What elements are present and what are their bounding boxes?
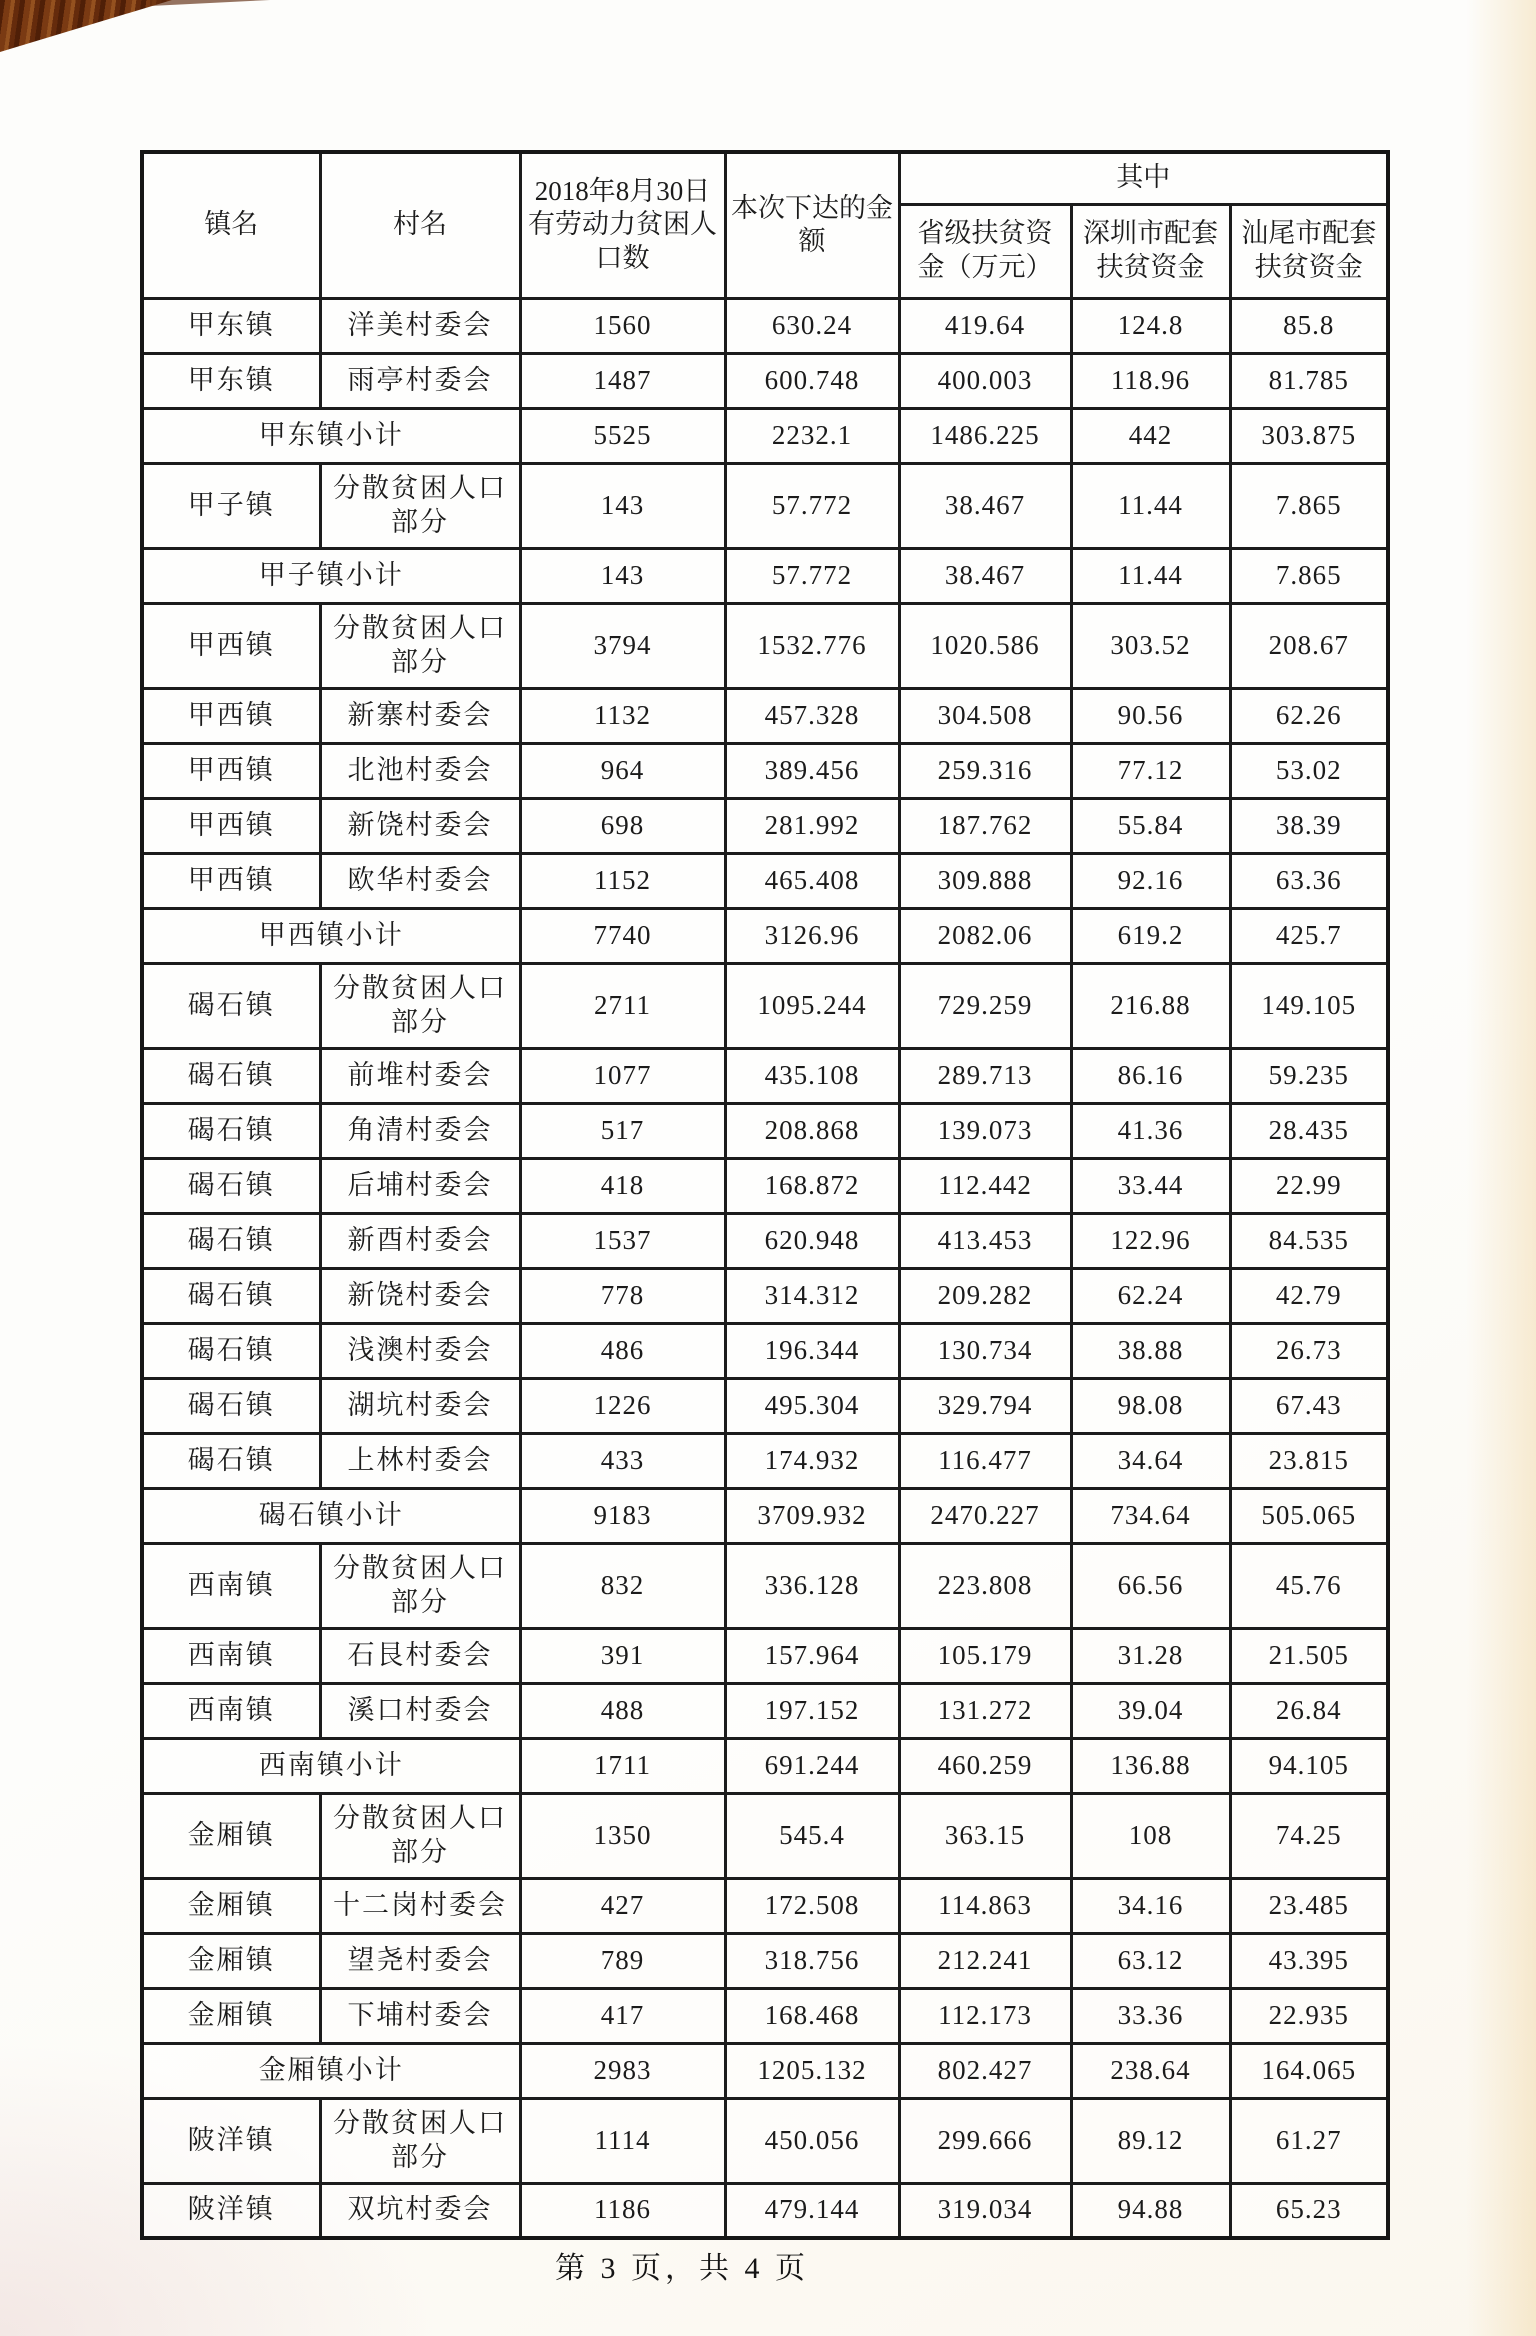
shenzhen-fund-cell: 89.12 [1071, 2098, 1230, 2183]
provincial-fund-cell: 304.508 [899, 688, 1071, 743]
town-cell: 甲西镇 [142, 743, 320, 798]
village-cell: 欧华村委会 [320, 853, 520, 908]
town-cell: 陂洋镇 [142, 2098, 320, 2183]
town-cell: 甲东镇 [142, 353, 320, 408]
shenzhen-fund-cell: 11.44 [1071, 463, 1230, 548]
population-cell: 1226 [520, 1378, 725, 1433]
town-cell: 金厢镇 [142, 1933, 320, 1988]
shenzhen-fund-cell: 238.64 [1071, 2043, 1230, 2098]
shenzhen-fund-cell: 734.64 [1071, 1488, 1230, 1543]
shanwei-fund-cell: 208.67 [1230, 603, 1388, 688]
shanwei-fund-cell: 38.39 [1230, 798, 1388, 853]
village-cell: 双坑村委会 [320, 2183, 520, 2238]
shanwei-fund-cell: 84.535 [1230, 1213, 1388, 1268]
amount-cell: 450.056 [725, 2098, 899, 2183]
header-among: 其中 [899, 152, 1388, 204]
provincial-fund-cell: 419.64 [899, 298, 1071, 353]
village-cell: 角清村委会 [320, 1103, 520, 1158]
subtotal-label-cell: 金厢镇小计 [142, 2043, 520, 2098]
population-cell: 9183 [520, 1488, 725, 1543]
subtotal-label-cell: 碣石镇小计 [142, 1488, 520, 1543]
shanwei-fund-cell: 74.25 [1230, 1793, 1388, 1878]
village-cell: 十二岗村委会 [320, 1878, 520, 1933]
shenzhen-fund-cell: 55.84 [1071, 798, 1230, 853]
table-row [142, 1683, 1388, 1738]
table-row [142, 853, 1388, 908]
shanwei-fund-cell: 85.8 [1230, 298, 1388, 353]
village-cell: 前堆村委会 [320, 1048, 520, 1103]
amount-cell: 495.304 [725, 1378, 899, 1433]
amount-cell: 457.328 [725, 688, 899, 743]
amount-cell: 465.408 [725, 853, 899, 908]
village-cell: 石艮村委会 [320, 1628, 520, 1683]
provincial-fund-cell: 112.442 [899, 1158, 1071, 1213]
shenzhen-fund-cell: 11.44 [1071, 548, 1230, 603]
town-cell: 碣石镇 [142, 1433, 320, 1488]
town-cell: 碣石镇 [142, 1213, 320, 1268]
shanwei-fund-cell: 149.105 [1230, 963, 1388, 1048]
table-row [142, 2183, 1388, 2238]
amount-cell: 479.144 [725, 2183, 899, 2238]
amount-cell: 172.508 [725, 1878, 899, 1933]
village-cell: 分散贫困人口部分 [320, 963, 520, 1048]
shanwei-fund-cell: 45.76 [1230, 1543, 1388, 1628]
provincial-fund-cell: 289.713 [899, 1048, 1071, 1103]
table-row [142, 1378, 1388, 1433]
amount-cell: 196.344 [725, 1323, 899, 1378]
table-row [142, 688, 1388, 743]
shanwei-fund-cell: 81.785 [1230, 353, 1388, 408]
village-cell: 湖坑村委会 [320, 1378, 520, 1433]
amount-cell: 389.456 [725, 743, 899, 798]
town-cell: 碣石镇 [142, 1323, 320, 1378]
population-cell: 517 [520, 1103, 725, 1158]
amount-cell: 314.312 [725, 1268, 899, 1323]
town-cell: 西南镇 [142, 1543, 320, 1628]
provincial-fund-cell: 1020.586 [899, 603, 1071, 688]
population-cell: 1186 [520, 2183, 725, 2238]
provincial-fund-cell: 209.282 [899, 1268, 1071, 1323]
population-cell: 1114 [520, 2098, 725, 2183]
population-cell: 427 [520, 1878, 725, 1933]
amount-cell: 545.4 [725, 1793, 899, 1878]
shanwei-fund-cell: 43.395 [1230, 1933, 1388, 1988]
table-row [142, 798, 1388, 853]
shanwei-fund-cell: 67.43 [1230, 1378, 1388, 1433]
table-row [142, 1933, 1388, 1988]
village-cell: 溪口村委会 [320, 1683, 520, 1738]
shanwei-fund-cell: 303.875 [1230, 408, 1388, 463]
shenzhen-fund-cell: 124.8 [1071, 298, 1230, 353]
village-cell: 分散贫困人口部分 [320, 1543, 520, 1628]
shenzhen-fund-cell: 442 [1071, 408, 1230, 463]
table-row [142, 1323, 1388, 1378]
provincial-fund-cell: 130.734 [899, 1323, 1071, 1378]
table-row [142, 1628, 1388, 1683]
provincial-fund-cell: 131.272 [899, 1683, 1071, 1738]
town-cell: 碣石镇 [142, 1378, 320, 1433]
shenzhen-fund-cell: 118.96 [1071, 353, 1230, 408]
population-cell: 832 [520, 1543, 725, 1628]
amount-cell: 2232.1 [725, 408, 899, 463]
shanwei-fund-cell: 23.815 [1230, 1433, 1388, 1488]
town-cell: 碣石镇 [142, 1158, 320, 1213]
town-cell: 碣石镇 [142, 1268, 320, 1323]
provincial-fund-cell: 802.427 [899, 2043, 1071, 2098]
shanwei-fund-cell: 65.23 [1230, 2183, 1388, 2238]
shenzhen-fund-cell: 34.64 [1071, 1433, 1230, 1488]
village-cell: 上林村委会 [320, 1433, 520, 1488]
shanwei-fund-cell: 23.485 [1230, 1878, 1388, 1933]
population-cell: 5525 [520, 408, 725, 463]
shanwei-fund-cell: 26.84 [1230, 1683, 1388, 1738]
subtotal-row [142, 548, 1388, 603]
town-cell: 甲西镇 [142, 603, 320, 688]
town-cell: 甲西镇 [142, 798, 320, 853]
amount-cell: 157.964 [725, 1628, 899, 1683]
header-amount: 本次下达的金额 [725, 152, 899, 298]
table-row [142, 743, 1388, 798]
provincial-fund-cell: 2082.06 [899, 908, 1071, 963]
town-cell: 陂洋镇 [142, 2183, 320, 2238]
shenzhen-fund-cell: 92.16 [1071, 853, 1230, 908]
subtotal-label-cell: 甲东镇小计 [142, 408, 520, 463]
amount-cell: 57.772 [725, 548, 899, 603]
table-row [142, 1048, 1388, 1103]
amount-cell: 174.932 [725, 1433, 899, 1488]
village-cell: 新饶村委会 [320, 798, 520, 853]
amount-cell: 168.872 [725, 1158, 899, 1213]
population-cell: 1711 [520, 1738, 725, 1793]
desk-wood-edge [150, 0, 270, 6]
shanwei-fund-cell: 22.935 [1230, 1988, 1388, 2043]
amount-cell: 318.756 [725, 1933, 899, 1988]
provincial-fund-cell: 319.034 [899, 2183, 1071, 2238]
table-row [142, 963, 1388, 1048]
village-cell: 分散贫困人口部分 [320, 1793, 520, 1878]
shenzhen-fund-cell: 34.16 [1071, 1878, 1230, 1933]
shenzhen-fund-cell: 136.88 [1071, 1738, 1230, 1793]
table-row [142, 298, 1388, 353]
population-cell: 789 [520, 1933, 725, 1988]
shanwei-fund-cell: 28.435 [1230, 1103, 1388, 1158]
shenzhen-fund-cell: 619.2 [1071, 908, 1230, 963]
shenzhen-fund-cell: 303.52 [1071, 603, 1230, 688]
population-cell: 2711 [520, 963, 725, 1048]
town-cell: 甲东镇 [142, 298, 320, 353]
provincial-fund-cell: 1486.225 [899, 408, 1071, 463]
village-cell: 望尧村委会 [320, 1933, 520, 1988]
shenzhen-fund-cell: 41.36 [1071, 1103, 1230, 1158]
provincial-fund-cell: 2470.227 [899, 1488, 1071, 1543]
amount-cell: 208.868 [725, 1103, 899, 1158]
provincial-fund-cell: 105.179 [899, 1628, 1071, 1683]
shenzhen-fund-cell: 90.56 [1071, 688, 1230, 743]
amount-cell: 3709.932 [725, 1488, 899, 1543]
subtotal-label-cell: 甲子镇小计 [142, 548, 520, 603]
amount-cell: 336.128 [725, 1543, 899, 1628]
population-cell: 1560 [520, 298, 725, 353]
amount-cell: 1532.776 [725, 603, 899, 688]
provincial-fund-cell: 259.316 [899, 743, 1071, 798]
shanwei-fund-cell: 59.235 [1230, 1048, 1388, 1103]
shenzhen-fund-cell: 122.96 [1071, 1213, 1230, 1268]
amount-cell: 435.108 [725, 1048, 899, 1103]
provincial-fund-cell: 329.794 [899, 1378, 1071, 1433]
shenzhen-fund-cell: 66.56 [1071, 1543, 1230, 1628]
amount-cell: 600.748 [725, 353, 899, 408]
shenzhen-fund-cell: 63.12 [1071, 1933, 1230, 1988]
town-cell: 碣石镇 [142, 1048, 320, 1103]
shanwei-fund-cell: 53.02 [1230, 743, 1388, 798]
subtotal-row [142, 408, 1388, 463]
village-cell: 新饶村委会 [320, 1268, 520, 1323]
header-shenzhen-fund: 深圳市配套扶贫资金 [1071, 204, 1230, 298]
table-row [142, 463, 1388, 548]
population-cell: 1537 [520, 1213, 725, 1268]
table-header [142, 152, 1388, 298]
provincial-fund-cell: 114.863 [899, 1878, 1071, 1933]
population-cell: 964 [520, 743, 725, 798]
town-cell: 碣石镇 [142, 1103, 320, 1158]
population-cell: 391 [520, 1628, 725, 1683]
subtotal-row [142, 908, 1388, 963]
shanwei-fund-cell: 7.865 [1230, 463, 1388, 548]
amount-cell: 3126.96 [725, 908, 899, 963]
population-cell: 1152 [520, 853, 725, 908]
amount-cell: 691.244 [725, 1738, 899, 1793]
header-village: 村名 [320, 152, 520, 298]
village-cell: 新寨村委会 [320, 688, 520, 743]
provincial-fund-cell: 363.15 [899, 1793, 1071, 1878]
village-cell: 洋美村委会 [320, 298, 520, 353]
provincial-fund-cell: 38.467 [899, 463, 1071, 548]
subtotal-row [142, 1738, 1388, 1793]
shenzhen-fund-cell: 39.04 [1071, 1683, 1230, 1738]
village-cell: 后埔村委会 [320, 1158, 520, 1213]
table-row [142, 1213, 1388, 1268]
population-cell: 1487 [520, 353, 725, 408]
village-cell: 新酉村委会 [320, 1213, 520, 1268]
shanwei-fund-cell: 505.065 [1230, 1488, 1388, 1543]
village-cell: 北池村委会 [320, 743, 520, 798]
amount-cell: 1095.244 [725, 963, 899, 1048]
provincial-fund-cell: 38.467 [899, 548, 1071, 603]
shenzhen-fund-cell: 38.88 [1071, 1323, 1230, 1378]
town-cell: 西南镇 [142, 1628, 320, 1683]
town-cell: 金厢镇 [142, 1988, 320, 2043]
table-row [142, 1433, 1388, 1488]
amount-cell: 57.772 [725, 463, 899, 548]
table-row [142, 1878, 1388, 1933]
population-cell: 698 [520, 798, 725, 853]
header-town: 镇名 [142, 152, 320, 298]
header-shanwei-fund: 汕尾市配套扶贫资金 [1230, 204, 1388, 298]
shenzhen-fund-cell: 94.88 [1071, 2183, 1230, 2238]
amount-cell: 1205.132 [725, 2043, 899, 2098]
population-cell: 486 [520, 1323, 725, 1378]
population-cell: 1350 [520, 1793, 725, 1878]
amount-cell: 168.468 [725, 1988, 899, 2043]
provincial-fund-cell: 729.259 [899, 963, 1071, 1048]
shanwei-fund-cell: 164.065 [1230, 2043, 1388, 2098]
header-population: 2018年8月30日有劳动力贫困人口数 [520, 152, 725, 298]
shanwei-fund-cell: 94.105 [1230, 1738, 1388, 1793]
shanwei-fund-cell: 21.505 [1230, 1628, 1388, 1683]
village-cell: 浅澳村委会 [320, 1323, 520, 1378]
population-cell: 488 [520, 1683, 725, 1738]
shanwei-fund-cell: 425.7 [1230, 908, 1388, 963]
shenzhen-fund-cell: 216.88 [1071, 963, 1230, 1048]
subtotal-label-cell: 西南镇小计 [142, 1738, 520, 1793]
amount-cell: 630.24 [725, 298, 899, 353]
table-row [142, 1103, 1388, 1158]
subtotal-label-cell: 甲西镇小计 [142, 908, 520, 963]
provincial-fund-cell: 139.073 [899, 1103, 1071, 1158]
provincial-fund-cell: 413.453 [899, 1213, 1071, 1268]
table-row [142, 353, 1388, 408]
provincial-fund-cell: 223.808 [899, 1543, 1071, 1628]
shenzhen-fund-cell: 86.16 [1071, 1048, 1230, 1103]
village-cell: 分散贫困人口部分 [320, 463, 520, 548]
population-cell: 143 [520, 548, 725, 603]
village-cell: 雨亭村委会 [320, 353, 520, 408]
provincial-fund-cell: 460.259 [899, 1738, 1071, 1793]
population-cell: 7740 [520, 908, 725, 963]
provincial-fund-cell: 299.666 [899, 2098, 1071, 2183]
shenzhen-fund-cell: 98.08 [1071, 1378, 1230, 1433]
population-cell: 1077 [520, 1048, 725, 1103]
shenzhen-fund-cell: 62.24 [1071, 1268, 1230, 1323]
population-cell: 2983 [520, 2043, 725, 2098]
population-cell: 417 [520, 1988, 725, 2043]
town-cell: 西南镇 [142, 1683, 320, 1738]
population-cell: 143 [520, 463, 725, 548]
table-row [142, 1158, 1388, 1213]
provincial-fund-cell: 309.888 [899, 853, 1071, 908]
town-cell: 碣石镇 [142, 963, 320, 1048]
village-cell: 下埔村委会 [320, 1988, 520, 2043]
shenzhen-fund-cell: 33.36 [1071, 1988, 1230, 2043]
provincial-fund-cell: 116.477 [899, 1433, 1071, 1488]
village-cell: 分散贫困人口部分 [320, 603, 520, 688]
shenzhen-fund-cell: 33.44 [1071, 1158, 1230, 1213]
table-row [142, 1988, 1388, 2043]
population-cell: 1132 [520, 688, 725, 743]
provincial-fund-cell: 400.003 [899, 353, 1071, 408]
shenzhen-fund-cell: 108 [1071, 1793, 1230, 1878]
village-cell: 分散贫困人口部分 [320, 2098, 520, 2183]
table-row [142, 603, 1388, 688]
header-provincial-fund: 省级扶贫资金（万元） [899, 204, 1071, 298]
shanwei-fund-cell: 62.26 [1230, 688, 1388, 743]
town-cell: 甲西镇 [142, 853, 320, 908]
town-cell: 甲子镇 [142, 463, 320, 548]
population-cell: 3794 [520, 603, 725, 688]
table-body [142, 298, 1388, 2238]
population-cell: 418 [520, 1158, 725, 1213]
subtotal-row [142, 1488, 1388, 1543]
amount-cell: 197.152 [725, 1683, 899, 1738]
table-row [142, 1268, 1388, 1323]
shanwei-fund-cell: 22.99 [1230, 1158, 1388, 1213]
subtotal-row [142, 2043, 1388, 2098]
provincial-fund-cell: 212.241 [899, 1933, 1071, 1988]
shanwei-fund-cell: 26.73 [1230, 1323, 1388, 1378]
poverty-fund-table [140, 150, 1390, 2240]
table-row [142, 1543, 1388, 1628]
table-row [142, 2098, 1388, 2183]
provincial-fund-cell: 187.762 [899, 798, 1071, 853]
page-number: 第 3 页，共 4 页 [555, 2252, 809, 2285]
population-cell: 433 [520, 1433, 725, 1488]
shanwei-fund-cell: 7.865 [1230, 548, 1388, 603]
desk-wood-corner [0, 0, 172, 52]
town-cell: 金厢镇 [142, 1878, 320, 1933]
shenzhen-fund-cell: 77.12 [1071, 743, 1230, 798]
provincial-fund-cell: 112.173 [899, 1988, 1071, 2043]
amount-cell: 281.992 [725, 798, 899, 853]
shanwei-fund-cell: 42.79 [1230, 1268, 1388, 1323]
shanwei-fund-cell: 63.36 [1230, 853, 1388, 908]
shanwei-fund-cell: 61.27 [1230, 2098, 1388, 2183]
town-cell: 金厢镇 [142, 1793, 320, 1878]
amount-cell: 620.948 [725, 1213, 899, 1268]
town-cell: 甲西镇 [142, 688, 320, 743]
table-row [142, 1793, 1388, 1878]
shenzhen-fund-cell: 31.28 [1071, 1628, 1230, 1683]
population-cell: 778 [520, 1268, 725, 1323]
